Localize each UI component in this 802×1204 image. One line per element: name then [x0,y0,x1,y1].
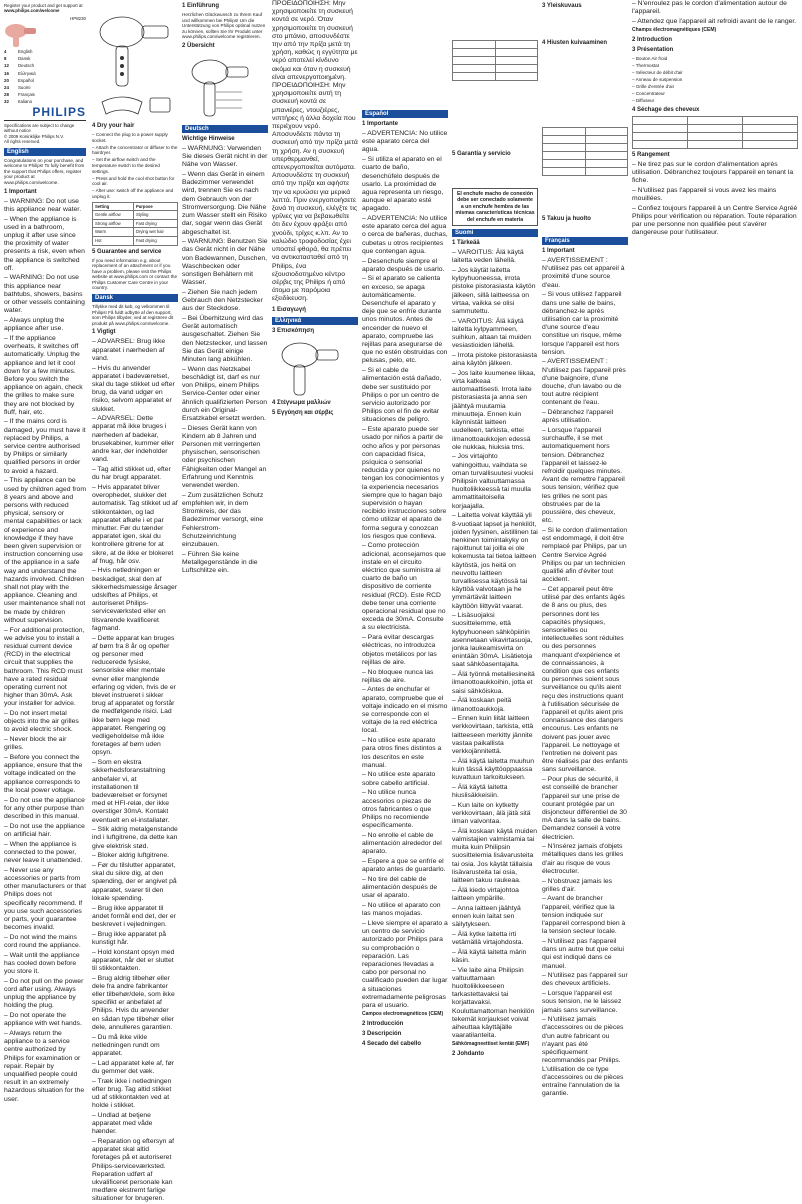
register-line: Register your product and get support at [4,3,83,8]
greek-intro-title: 1 Εισαγωγή [272,306,306,313]
warning-item: – Reparation og eftersyn af apparatet skal altid foretages på et autoriseret Philips-serviceværksted. Reparation udført af ukvalificeret personale kan medføre ekstremt farlige situationer for brugeren. [92,1138,178,1204]
warning-item: – Älä kiedo virtajohtoa laitteen ympärille. [452,887,538,903]
warning-item: – Wenn das Gerät in einem Badezimmer verwendet wird, trennen Sie es nach dem Gebrauch von der Stromversorgung. Die Nähe zum Wasser stellt ein Risiko dar, sogar wenn das Gerät abgeschaltet ist. [182,171,268,237]
warning-item: – Du må ikke vikle netledningen rundt om apparatet. [92,1034,178,1059]
table-row [453,41,538,49]
warning-item: – Kun laite on kytketty verkkovirtaan, älä jätä sitä ilman valvontaa. [452,802,538,827]
column-7 [542,0,628,1098]
warning-item: – ADVARSEL: Brug ikke apparatet i nærheden af vand. [92,338,178,363]
list-item: – Thermostat [632,63,798,69]
warning-item: – ADVERTENCIA: No utilice este aparato cerca del agua o cerca de bañeras, duchas, cubetas u otros recipientes que contengan agua. [362,215,448,256]
warning-item: – Débranchez l'appareil après utilisation. [542,409,628,425]
warning-item: – No utilice este aparato para otros fines distintos a los descritos en este manual. [362,737,448,770]
warning-item: – Wait until the appliance has cooled down before you store it. [4,952,86,977]
warning-item: – Laitetta voivat käyttää yli 8-vuotiaat lapset ja henkilöt, joiden fyysinen, aistillinen tai henkinen toimintakyky on rajoittunut tai joilla ei ole kokemusta tai tietoa laitteen käytöstä, jos heitä on neuvottu laitteen turvallisessa käytössä tai käyttöä valvotaan ja he ymmärtävät laitteen käyttöön liittyvät vaarat. [452,512,538,610]
warning-item: – Undlad at betjene apparatet med våde hænder. [92,1112,178,1137]
francais-overview-list [632,56,798,104]
francais-overview-title: 3 Présentation [632,46,674,53]
warning-item: – Hvis du anvender apparatet i badeværelset, skal du tage stikket ud efter brug, da vand udgør en risiko, selvom apparatet er slukket. [92,365,178,414]
step-item: – Set the airflow switch and the temperature switch to the desired settings. [92,157,178,174]
rights: All rights reserved. [4,139,41,145]
list-item: – Grille d'entrée d'air [632,84,798,90]
deutsch-warnings [182,145,268,575]
english-important-title: 1 Important [4,188,37,195]
warning-item: – Do not use the appliance for any other purpose than described in this manual. [4,797,86,822]
warning-item: – No bloquee nunca las rejillas de aire. [362,669,448,685]
column-5 [362,0,448,1047]
lang-header-espanol: Español [362,110,448,118]
warning-item: – Bloker aldrig luftgitrene. [92,852,178,860]
espanol-guarantee-title: 5 Garantía y servicio [452,151,511,157]
english-warnings [4,198,86,1104]
settings-table [92,202,178,246]
warning-item: – VAROITUS: Älä käytä laitetta kylpyammeen, suihkun, altaan tai muiden vesiastioiden lähellä. [452,318,538,351]
warning-item: – Confiez toujours l'appareil à un Centre Service Agréé Philips pour vérification ou réparation. Toute réparation par une personne non qualifiée peut s'avérer dangereuse pour l'utilisateur. [632,205,798,238]
table-row: Gentle airflow Styling [93,211,178,220]
table-row [453,49,538,57]
lang-header-suomi: Suomi [452,229,538,237]
warning-item: – Dieses Gerät kann von Kindern ab 8 Jahren und Personen mit verringerten physischen, sensorischen oder psychischen Fähigkeiten oder Mangel an Erfahrung und Kenntnis verwendet werden. [182,425,268,491]
suomi-guarantee-title: 5 Takuu ja huolto [542,216,591,222]
warning-item: – Do not operate the appliance with wet hands. [4,1012,86,1028]
lang-header-greek: Ελληνικά [272,317,358,325]
espanol-intro-title: 1 Importante [362,121,399,127]
language-entry[interactable]: 4 English [4,49,33,55]
francais-warnings-cont [632,0,798,26]
step-item: – Connect the plug to a power supply socket. [92,132,178,143]
warning-item: – Jos virtajohto vahingoittuu, vaihdata se oman turvallisuutesi vuoksi Philipsin valtuuttamassa huoltoliikkeessä tai muulla ammattitaitoisella korjaajalla. [452,453,538,510]
warning-item: – Älä koskaan käytä muiden valmistajien valmistamia tai muita kuin Philipsin suosittelemia lisävarusteita tai osia. Jos käytät tällaisia lisävarusteita tai osia, laitteen takuu raukeaa. [452,828,538,885]
language-entry[interactable]: 16 Ελληνικά [4,70,36,76]
warning-item: – Älä käytä laitetta märin käsin. [452,949,538,965]
deutsch-important-title: Wichtige Hinweise [182,135,235,142]
column-4 [272,0,358,1010]
warning-item: – WARNUNG: Benutzen Sie das Gerät nicht in der Nähe von Badewannen, Duschen, Waschbecken oder sonstigen Behältern mit Wasser. [182,238,268,287]
warning-item: – Zum zusätzlichen Schutz empfehlen wir, in dem Stromkreis, der das Badezimmer versorgt, eine Fehlerstrom-Schutzeinrichtung einzubauen. [182,492,268,549]
warning-item: – Älä kytke laitetta irti vetämällä virtajohdosta. [452,931,538,947]
table-row [543,160,628,168]
divider [4,120,86,121]
warning-item: – No enrolle el cable de alimentación alrededor del aparato. [362,832,448,857]
warning-item: – Bei Überhitzung wird das Gerät automatisch ausgeschaltet. Ziehen Sie den Netzstecker, und lassen Sie das Gerät einige Minuten lang abkühlen. [182,315,268,364]
warning-item: – No utilice el aparato con las manos mojadas. [362,902,448,918]
hairdryer-diagram [182,52,268,122]
plug-notice-box: El enchufe macho de conexión debe ser conectado solamente a un enchufe hembra de las mismas características técnicas del enchufe en materia [452,188,538,226]
hairdryer-diagram [272,337,358,397]
warning-item: – Si le cordon d'alimentation est endommagé, il doit être remplacé par Philips, par un Centre Service Agréé Philips ou par un technicien qualifié afin d'éviter tout accident. [542,527,628,584]
english-dry-steps [92,132,178,200]
warning-item: – Hvis apparatet bliver overophedet, slukker det automatisk. Tag stikket ud af stikkontakten, og lad apparatet afkøle i et par minutter. Før du tænder apparatet igen, skal du kontrollere gitrene for at sikre, at de ikke er blokeret af fnug, hår osv. [92,484,178,566]
lang-header-dansk: Dansk [92,294,178,302]
francais-dry-title: 4 Séchage des cheveux [632,106,700,113]
warning-item: – Do not pull on the power cord after using. Always unplug the appliance by holding the plug. [4,978,86,1011]
francais-tips-title: 5 Rangement [632,151,670,158]
warning-item: – Führen Sie keine Metallgegenstände in die Luftschlitze ein. [182,551,268,576]
warning-item: – Brug ikke apparatet på kunstigt hår. [92,931,178,947]
warning-item: – Este aparato puede ser usado por niños a partir de ocho años y por personas con capacidad física, psíquica o sensorial reducida y por quienes no tengan los conocimientos y la experiencia necesarios siempre que lo hagan bajo supervisión o hayan recibido instrucciones sobre cómo utilizar el aparato de forma segura y conozcan los riesgos que conlleva. [362,426,448,541]
warning-item: – If the mains cord is damaged, you must have it replaced by Philips, a service centre authorised by Philips or similarly qualified persons in order to avoid a hazard. [4,418,86,475]
list-item: – Concentrateur [632,91,798,97]
warning-item: – N'utilisez pas l'appareil si vous avez les mains mouillées. [632,187,798,203]
table-row [453,57,538,65]
suomi-intro-title: 1 Tärkeää [452,240,480,247]
francais-warnings [542,257,628,1098]
table-row [543,128,628,136]
warning-item: – When the appliance is connected to the power, never leave it unattended. [4,841,86,866]
dansk-warnings [92,338,178,1203]
warning-item: – No utilice este aparato sobre cabello artificial. [362,771,448,787]
lang-header-francais: Français [542,237,628,245]
step-item: – After use: switch off the appliance and unplug it. [92,188,178,199]
espanol-emf-title: Campos electromagnéticos (CEM) [362,1011,444,1018]
english-dry-title: 4 Dry your hair [92,123,135,129]
philips-url[interactable]: www.philips.com/welcome [4,8,60,14]
warning-item: – Lorsque l'appareil surchauffe, il se met automatiquement hors tension. Débranchez l'appareil et laissez-le refroidir quelques minutes. Avant de remettre l'appareil sous tension, vérifiez que les grilles ne sont pas obstruées par de la poussière, des cheveux, etc. [542,427,628,525]
language-entry[interactable]: 32 Italiano [4,98,33,104]
warning-item: – Lorsque l'appareil est sous tension, ne le laissez jamais sans surveillance. [542,990,628,1015]
francais-emf-title: Champs électromagnétiques (CEM) [632,27,717,34]
warning-item: – Espere a que se enfríe el aparato antes de guardarlo. [362,858,448,874]
warning-item: – Como protección adicional, aconsejamos que instale en el circuito eléctrico que suministra al cuarto de baño un dispositivo de corriente residual (RCD). Este RCD debe tener una corriente operacional residual que no exceda de 30mA. Consulte a su electricista. [362,542,448,632]
warning-item: – Ne tirez pas sur le cordon d'alimentation après utilisation. Débranchez toujours l'appareil en tenant la fiche. [632,161,798,186]
warning-item: – Do not use the appliance on artificial hair. [4,823,86,839]
table-row [633,116,798,124]
francais-intro2-title: 2 Introduction [632,36,672,43]
espanol-warnings [362,130,448,1010]
greek-text: ΠΡΟΕΙΔΟΠΟΙΗΣΗ: Μην χρησιμοποιείτε τη συσκευή κοντά σε νερό. Όταν χρησιμοποιείτε τη συσκευή στο μπάνιο, αποσυνδέστε την από την πρίζα μετά τη χρήση, καθώς η εγγύτητα με νερό αποτελεί κίνδυνο ακόμα και όταν η συσκευή είναι απενεργοποιημένη. ΠΡΟΕΙΔΟΠΟΙΗΣΗ: Μην χρησιμοποιείτε αυτή τη συσκευή κοντά σε μπανιέρες, ντουζιέρες, νιπτήρες ή άλλα δοχεία που περιέχουν νερό. Αποσυνδέετε πάντα τη συσκευή από την πρίζα μετά τη χρήση. Αν η συσκευή υπερθερμανθεί, απενεργοποιείται αυτόματα. Αποσυνδέστε τη συσκευή από την πρίζα και αφήστε την να κρυώσει για μερικά λεπτά. Πριν ενεργοποιήσετε ξανά τη συσκευή, ελέγξτε τις γρίλιες για να βεβαιωθείτε ότι δεν έχουν φράξει από χνούδι, τρίχες κ.λπ. Αν το καλώδιο τροφοδοσίας έχει υποστεί φθορά, θα πρέπει να αντικατασταθεί από τη Philips, ένα εξουσιοδοτημένο κέντρο σέρβις της Philips ή από άτομα με παρόμοια εξειδίκευση. [272,0,358,303]
warning-item: – AVERTISSEMENT : N'utilisez pas l'appareil près d'une baignoire, d'une douche, d'un lavabo ou de tout autre récipient contenant de l'eau. [542,358,628,407]
warning-item: – Pour plus de sécurité, il est conseillé de brancher l'appareil sur une prise de courant protégée par un disjoncteur différentiel de 30 mA dans la salle de bains. Demandez conseil à votre électricien. [542,776,628,842]
hairdryer-illustration [92,2,178,120]
warning-item: – N'utilisez jamais d'accessoires ou de pièces d'un autre fabricant ou n'ayant pas été spécifiquement recommandés par Philips. L'utilisation de ce type d'accessoires ou de pièces entraîne l'annulation de la garantie. [542,1016,628,1098]
warning-item: – Si utiliza el aparato en el cuarto de baño, desenchúfelo después de usarlo. La proximidad de agua representa un riesgo, aunque el aparato esté apagado. [362,156,448,213]
table-header: Purpose [133,202,177,211]
warning-item: – When the appliance is used in a bathroom, unplug it after use since the proximity of water presents a risk, even when the appliance is switched off. [4,216,86,273]
warning-item: – Anna laitteen jäähtyä ennen kuin laitat sen säilytykseen. [452,905,538,930]
warning-item: – Never use any accessories or parts from other manufacturers or that Philips does not specifically recommend. If you use such accessories or parts, your guarantee becomes invalid. [4,867,86,933]
column-8 [632,0,798,1010]
table-row [453,73,538,81]
espanol-settings-table [452,40,538,81]
table-row: Strong airflow Fast drying [93,219,178,228]
dansk-intro: Tillykke med dit køb, og velkommen til Philips! Få fuldt udbytte af den support, som Philips tilbyder, ved at registrere dit produkt på www.philips.com/welcome. [92,304,174,326]
warning-item: – No tire del cable de alimentación después de usar el aparato. [362,876,448,901]
warning-item: – Dette apparat kan bruges af børn fra 8 år og opefter og personer med reducerede fysiske, sensoriske eller mentale evner eller manglende erfaring og viden, hvis de er blevet instrueret i sikker brug af apparatet og forstår de medfølgende risici. Lad ikke børn lege med apparatet. Rengøring og vedligeholdelse må ikke foretages af børn uden opsyn. [92,635,178,758]
hairdryer-icon [4,23,38,47]
language-entry[interactable]: 24 Suomi [4,84,31,90]
step-item: – Press and hold the cool shot button for cool air. [92,176,178,187]
table-row [453,65,538,73]
warning-item: – Ziehen Sie nach jedem Gebrauch den Netzstecker aus der Steckdose. [182,289,268,314]
column-3 [182,0,268,1010]
warning-item: – Antes de enchufar el aparato, compruebe que el voltaje indicado en el mismo se corresponde con el voltaje de la red eléctrica local. [362,686,448,735]
warning-item: – Lisäsuojaksi suosittelemme, että kylpyhuoneen sähköpiiriin asennetaan vikavirtasuoja, jonka laukeamisvirta on enintään 30mA. Lisätietoja saat sähköasentajalta. [452,612,538,669]
warning-item: – Ennen kuin liität laitteen verkkovirtaan, tarkista, että laitteeseen merkitty jännite vastaa paikallista verkkojännitettä. [452,715,538,756]
warning-item: – Before you connect the appliance, ensure that the voltage indicated on the appliance corresponds to the local power voltage. [4,754,86,795]
francais-warnings-tail [632,161,798,238]
warning-item: – Brug aldrig tilbehør eller dele fra andre fabrikanter eller tilbehør/dele, som ikke specifikt er anbefalet af Philips. Hvis du anvender en sådan type tilbehør eller dele, annulleres garantien. [92,975,178,1032]
column-6 [452,0,538,1058]
philips-logo: PHILIPS [32,105,86,120]
warning-item: – Attendez que l'appareil ait refroidi avant de le ranger. [632,18,798,26]
table-row [633,140,798,148]
warning-item: – Lleve siempre el aparato a un centro de servicio autorizado por Philips para su comprobación o reparación. Las reparaciones llevadas a cabo por personal no cualificado pueden dar lugar a situaciones extremadamente peligrosas para el usuario. [362,920,448,1010]
language-entry[interactable]: 12 Deutsch [4,63,35,69]
warning-item: – Jos käytät laitetta kylpyhuoneessa, irrota pistoke pistorasiasta käytön jälkeen, sillä laitteessa on virtaa, vaikka se olisi sammutettu. [452,267,538,316]
language-index [4,49,86,104]
suomi-settings-table [542,127,628,176]
deutsch-intro: Herzlichen Glückwunsch zu Ihrem Kauf und willkommen bei Philips! Um die Unterstützung von Philips optimal nutzen zu können, sollten Sie Ihr Produkt unter www.philips.com/welcome registrieren. [182,12,266,40]
english-guarantee-text: If you need information e.g. about replacement of an attachment or if you have a problem, please visit the Philips website at www.philips.com or contact the Philips Customer Care Centre in your country. [92,257,178,291]
francais-settings-table [632,116,798,149]
warning-item: – Never block the air grilles. [4,736,86,752]
column-1 [4,0,86,1103]
table-row: Warm Drying wet hair [93,228,178,237]
dansk-important-title: 1 Vigtigt [92,329,116,336]
warning-item: – ADVERTENCIA: No utilice este aparato cerca del agua. [362,130,448,155]
suomi-intro2-title: 2 Johdanto [452,1051,485,1058]
warning-item: – Brug ikke apparatet til andet formål end det, der er beskrevet i vejledningen. [92,905,178,930]
warning-item: – If the appliance overheats, it switches off automatically. Unplug the appliance and let it cool down for a few minutes. Before you switch the appliance on again, check the grilles to make sure they are not blocked by fluff, hair, etc. [4,335,86,417]
table-row [543,168,628,176]
warning-item: – Irrota pistoke pistorasiasta aina käytön jälkeen. [452,352,538,368]
table-row [543,152,628,160]
greek-dry-title: 4 Στέγνωμα μαλλιών [272,399,331,406]
deutsch-overview-title: 2 Übersicht [182,42,215,49]
english-guarantee-title: 5 Guarantee and service [92,248,162,255]
suomi-warnings [452,249,538,1040]
warning-item: – Stik aldrig metalgenstande ind i luftgitrene, da dette kan give elektrisk stød. [92,826,178,851]
warning-item: – Som en ekstra sikkerhedsforanstaltning anbefaler vi, at installationen til badeværelset er forsynet med et HFI-relæ, der ikke overstiger 30mA. Kontakt eventuelt en el-installatør. [92,759,178,825]
table-header: Setting [93,202,134,211]
column-2 [92,0,178,1203]
table-row [543,136,628,144]
table-row [543,144,628,152]
warning-item: – Jos laite kuumenee liikaa, virta katkeaa automaattisesti. Irrota laite pistorasiasta ja anna sen jäähtyä muutamia minuutteja. Ennen kuin käynnistät laitteen uudelleen, tarkista, ettei ilmanottoaukkojen edessä ole nukkaa, hiuksia tms. [452,370,538,452]
table-row [633,124,798,132]
table-row: Hot Fast drying [93,236,178,245]
warning-item: – Si el aparato se calienta en exceso, se apaga automáticamente. Desenchufe el aparato y deje que se enfríe durante unos minutos. Antes de encender de nuevo el aparato, compruebe las rejillas para asegurarse de que no estén obstruidas con pelusas, pelo, etc. [362,275,448,365]
warning-item: – N'obstruez jamais les grilles d'air. [542,878,628,894]
suomi-emf-title: Sähkömagneettiset kentät (EMF) [452,1041,530,1048]
language-entry[interactable]: 28 Français [4,91,35,97]
warning-item: – Træk ikke i netledningen efter brug. Tag altid stikket ud af stikkontakten ved at holde i stikket. [92,1078,178,1111]
warning-item: – Always return the appliance to a service centre authorized by Philips for examination or repair. Repair by unqualified people could result in an extremely hazardous situation for the user. [4,1030,86,1104]
warning-item: – N'utilisez pas l'appareil sur des cheveux artificiels. [542,972,628,988]
warning-item: – N'utilisez pas l'appareil dans un autre but que celui qui est indiqué dans ce manuel. [542,938,628,971]
warning-item: – Lad apparatet køle af, før du gemmer det væk. [92,1060,178,1076]
warning-item: – No utilice nunca accesorios o piezas de otros fabricantes o que Philips no recomiende específicamente. [362,789,448,830]
warning-item: – Wenn das Netzkabel beschädigt ist, darf es nur von Philips, einem Philips Service-Center oder einer ähnlich qualifizierten Person durch ein Original-Ersatzkabel ersetzt werden. [182,366,268,423]
warning-item: – Para evitar descargas eléctricas, no introduzca objetos metálicos por las rejillas de aire. [362,634,448,667]
warning-item: – Älä työnnä metalliesineitä ilmanottoaukkoihin, jotta et saisi sähköiskua. [452,671,538,696]
warning-item: – Tag altid stikket ud, efter du har brugt apparatet. [92,466,178,482]
warning-item: – Før du tilslutter apparatet, skal du sikre dig, at den spænding, der er angivet på apparatet, svarer til den lokale spænding. [92,862,178,903]
warning-item: – WARNING: Do not use this appliance near bathtubs, showers, basins or other vessels containing water. [4,274,86,315]
warning-item: – AVERTISSEMENT : N'utilisez pas cet appareil à proximité d'une source d'eau. [542,257,628,290]
warning-item: – Hold konstant opsyn med apparatet, når det er sluttet til stikkontakten. [92,949,178,974]
warning-item: – Desenchufe siempre el aparato después de usarlo. [362,258,448,274]
warning-item: – Si el cable de alimentación está dañado, debe ser sustituido por Philips o por un centro de servicio autorizado por Philips con el fin de evitar situaciones de peligro. [362,367,448,424]
warning-item: – Avant de brancher l'appareil, vérifiez que la tension indiquée sur l'appareil correspond bien à la tension secteur locale. [542,895,628,936]
list-item: – Diffuseur [632,98,798,104]
warning-item: – N'enroulez pas le cordon d'alimentation autour de l'appareil. [632,0,798,16]
lang-header-deutsch: Deutsch [182,125,268,133]
model-number: HP8230 [70,15,86,21]
espanol-overview-title: 3 Descripción [362,1030,402,1037]
warning-item: – Älä koskaan peitä ilmanottoaukkoja. [452,697,538,713]
warning-item: – Always unplug the appliance after use. [4,317,86,333]
suomi-overview-title: 3 Yleiskuvaus [542,3,582,9]
warning-item: – Cet appareil peut être utilisé par des enfants âgés de 8 ans ou plus, des personnes dont les capacités physiques, sensorielles ou intellectuelles sont réduites ou des personnes manquant d'expérience et de connaissances, à condition que ces enfants ou personnes soient sous surveillance ou qu'ils aient reçu des instructions quant à l'utilisation sécurisée de l'appareil et qu'ils aient pris connaissance des dangers encourus. Les enfants ne doivent pas jouer avec l'appareil. Le nettoyage et l'entretien ne doivent pas être réalisés par des enfants sans surveillance. [542,586,628,775]
francais-intro-title: 1 Important [542,248,575,254]
list-item: – Bouton Air froid [632,56,798,62]
greek-guarantee-title: 5 Εγγύηση και σέρβις [272,409,334,416]
suomi-dry-title: 4 Hiusten kuivaaminen [542,40,608,46]
warning-item: – WARNUNG: Verwenden Sie dieses Gerät nicht in der Nähe von Wasser. [182,145,268,170]
warning-item: – WARNING: Do not use this appliance near water. [4,198,86,214]
english-intro: Congratulations on your purchase, and welcome to Philips! To fully benefit from the support that Philips offers, register your product at www.philips.com/welcome. [4,157,85,186]
espanol-dry-title: 4 Secado del cabello [362,1040,422,1047]
greek-overview-title: 3 Επισκόπηση [272,327,315,334]
warning-item: – N'insérez jamais d'objets métalliques dans les grilles d'air au risque de vous électrocuter. [542,843,628,876]
step-item: – Attach the concentrator or diffuser to the hairdryer. [92,145,178,156]
copyright: © 2009 Koninklijke Philips N.V. [4,133,64,139]
warning-item: – For additional protection, we advise you to install a residual current device (RCD) in the electrical circuit that supplies the bathroom. This RCD must have a rated residual operating current not higher than 30mA. Ask your installer for advice. [4,627,86,709]
espanol-intro2-title: 2 Introducción [362,1020,404,1027]
warning-item: – Älä käytä laitetta hiuslisäkkeisiin. [452,784,538,800]
warning-item: – Hvis netledningen er beskadiget, skal den af sikkerhedsmæssige årsager udskiftes af Philips, et autoriseret Philips-serviceværksted eller en tilsvarende kvalificeret fagmand. [92,567,178,633]
deutsch-intro-title: 1 Einführung [182,3,219,9]
warning-item: – Do not wind the mains cord round the appliance. [4,934,86,950]
warning-item: – VAROITUS: Älä käytä laitetta veden lähellä. [452,249,538,265]
warning-item: – Vie laite aina Philipsin valtuuttamaan huoltoliikkeeseen tarkastettavaksi tai korjattavaksi. Kouluttamattoman henkilön tekemät korjaukset voivat aiheuttaa käyttäjälle vaaratilanteita. [452,967,538,1041]
spec-note: Specifications are subject to change without notice [4,123,75,134]
list-item: – Sélecteur de débit d'air [632,70,798,76]
lang-header-english: English [4,148,86,156]
warning-item: – This appliance can be used by children aged from 8 years and above and persons with reduced physical, sensory or mental capabilities or lack of experience and knowledge if they have been given supervision or instruction concerning use of the appliance in a safe way and understand the hazards involved. Children shall not play with the appliance. Cleaning and user maintenance shall not be made by children without supervision. [4,477,86,625]
warning-item: – Do not insert metal objects into the air grilles to avoid electric shock. [4,710,86,735]
warning-item: – Älä käytä laitetta muuhun kuin tässä käyttöoppaassa kuvattuun tarkoitukseen. [452,758,538,783]
table-row [633,132,798,140]
warning-item: – ADVARSEL: Dette apparat må ikke bruges i nærheden af badekar, brusekabiner, kummer eller andre kar, der indeholder vand. [92,415,178,464]
list-item: – Anneau de suspension [632,77,798,83]
language-entry[interactable]: 20 Español [4,77,34,83]
language-entry[interactable]: 8 Dansk [4,56,31,62]
warning-item: – Si vous utilisez l'appareil dans une salle de bains, débranchez-le après utilisation car la proximité d'une source d'eau constitue un risque, même lorsque l'appareil est hors tension. [542,291,628,357]
